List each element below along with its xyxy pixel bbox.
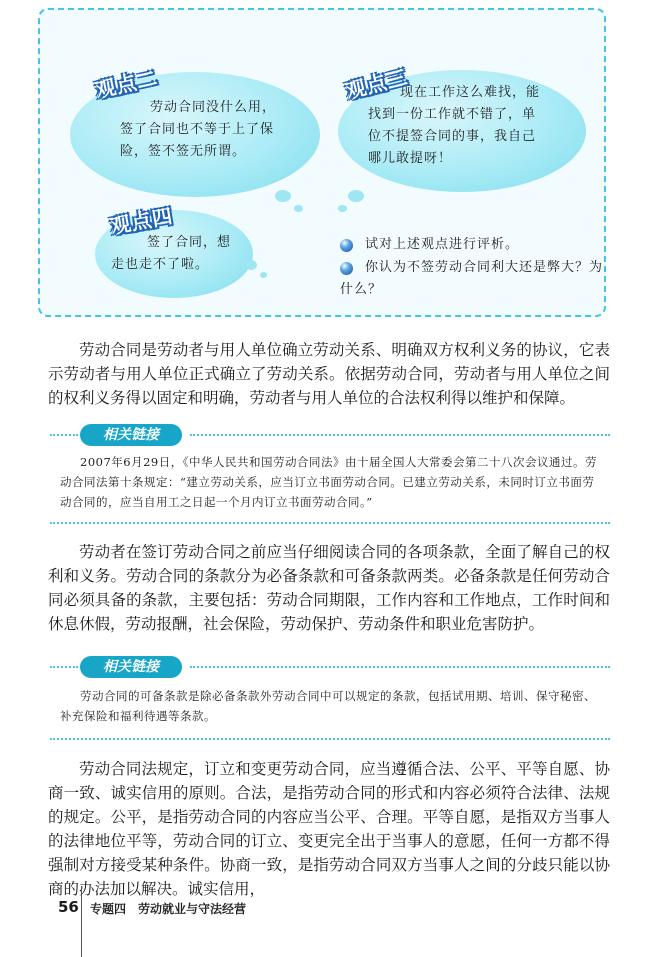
viewpoint-2-line-1: 劳动合同没什么用， bbox=[150, 100, 277, 115]
question-2-line-1: 你认为不签劳动合同利大还是弊大？为 bbox=[365, 260, 604, 275]
question-2-line-2: 什么？ bbox=[340, 282, 383, 297]
viewpoint-4-title: 观点四 bbox=[108, 203, 175, 239]
section-title: 专题四 劳动就业与守法经营 bbox=[90, 902, 247, 916]
viewpoint-2-title: 观点二 bbox=[93, 65, 161, 103]
viewpoint-3-line-1: 现在工作这么难找，能 bbox=[400, 85, 541, 100]
footer-rule bbox=[81, 886, 82, 957]
paragraph-1: 劳动合同是劳动者与用人单位确立劳动关系、明确双方权利义务的协议，它表示劳动者与用人单位正式确立了劳动关系。依据劳动合同，劳动者与用人单位之间的权利义务得以固定和明确，劳动者与用人单位的合法权利得以维护和保障。 bbox=[48, 341, 610, 407]
viewpoint-3-line-4: 哪儿敢提呀！ bbox=[368, 151, 453, 166]
viewpoint-4-line-1: 签了合同，想 bbox=[147, 235, 232, 250]
viewpoint-2-line-2: 签了合同也不等于上了保 bbox=[120, 122, 275, 137]
viewpoint-4-line-2: 走也走不了啦。 bbox=[111, 257, 210, 272]
related-link-label-1: 相关链接 bbox=[80, 424, 182, 446]
question-1: 试对上述观点进行评析。 bbox=[365, 237, 520, 252]
divider bbox=[50, 522, 610, 524]
paragraph-2: 劳动者在签订劳动合同之前应当仔细阅读合同的各项条款，全面了解自己的权利和义务。劳动合同的条款分为必备条款和可备条款两类。必备条款是任何劳动合同必须具备的条款，主要包括：劳动合同期限，工作内容和工作地点，工作时间和休息休假，劳动报酬，社会保险，劳动保护、劳动条件和职业危害防护。 bbox=[48, 543, 610, 633]
divider bbox=[50, 738, 610, 740]
bullet-icon bbox=[340, 239, 353, 252]
viewpoint-3-line-3: 位不提签合同的事，我自己 bbox=[368, 129, 537, 144]
bullet-icon bbox=[340, 262, 353, 275]
related-link-text-1: 2007年6月29日，《中华人民共和国劳动合同法》由十届全国人大常委会第二十八次会议通过。劳动合同法第十条规定：“建立劳动关系，应当订立书面劳动合同。已建立劳动关系，未同时订立书面劳动合同的，应当自用工之日起一个月内订立书面劳动合同。” bbox=[60, 455, 597, 509]
viewpoint-3-title: 观点三 bbox=[343, 64, 411, 104]
paragraph-3: 劳动合同法规定，订立和变更劳动合同，应当遵循合法、公平、平等自愿、协商一致、诚实信用的原则。合法，是指劳动合同的形式和内容必须符合法律、法规的规定。公平，是指劳动合同的内容应当公平、合理。平等自愿，是指双方当事人的法律地位平等，劳动合同的订立、变更完全出于当事人的意愿，任何一方都不得强制对方接受某种条件。协商一致，是指劳动合同双方当事人之间的分歧只能以协商的办法加以解决。诚实信用， bbox=[48, 760, 610, 898]
related-link-header-2 bbox=[50, 658, 610, 676]
page-number: 56 bbox=[58, 898, 79, 916]
viewpoint-3-line-2: 找到一份工作就不错了，单 bbox=[368, 107, 537, 122]
related-link-text-2: 劳动合同的可备条款是除必备条款外劳动合同中可以规定的条款，包括试用期、培训、保守秘密、补充保险和福利待遇等条款。 bbox=[60, 689, 596, 723]
related-link-label-2: 相关链接 bbox=[80, 656, 182, 678]
related-link-header-1 bbox=[50, 426, 610, 444]
viewpoint-2-line-3: 险，签不签无所谓。 bbox=[120, 144, 247, 159]
